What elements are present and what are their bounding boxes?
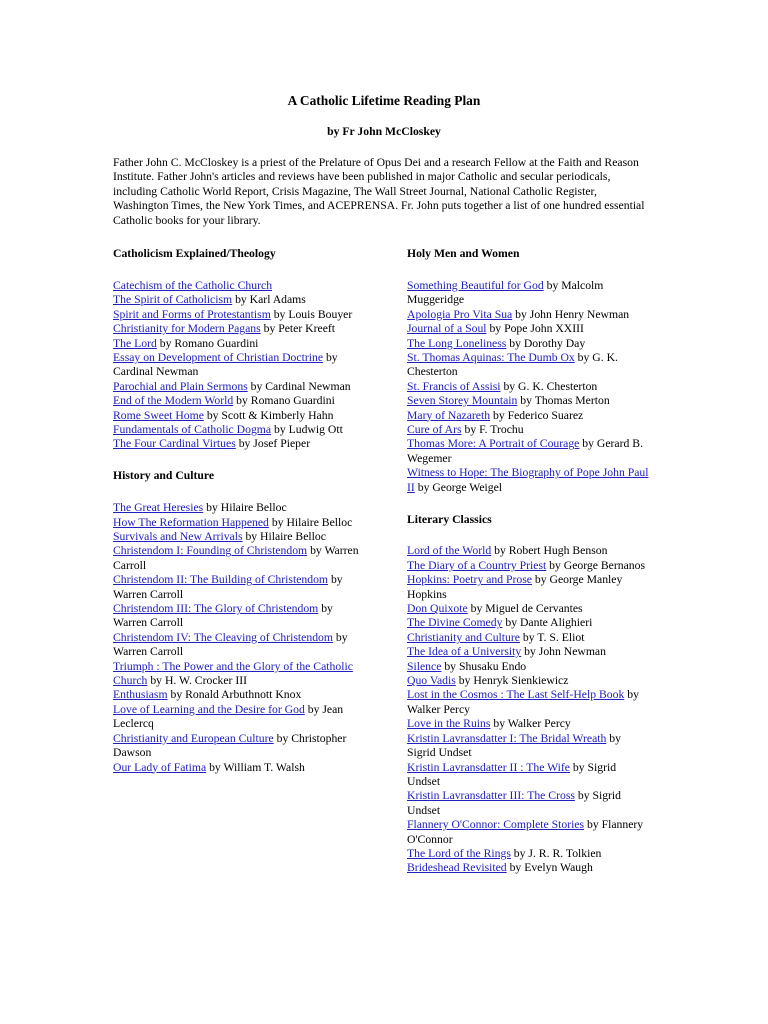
book-title-link[interactable]: Lost in the Cosmos : The Last Self-Help Book <box>407 688 625 702</box>
book-entry <box>113 380 365 394</box>
book-author: by Walker Percy <box>490 717 571 731</box>
book-title-link[interactable]: The Four Cardinal Virtues <box>113 437 236 451</box>
section-heading: Literary Classics <box>407 512 492 526</box>
book-title-link[interactable]: Love of Learning and the Desire for God <box>113 702 305 716</box>
right-column <box>407 247 652 893</box>
page-title: A Catholic Lifetime Reading Plan <box>287 93 481 108</box>
book-entry <box>407 847 652 861</box>
section-heading: Holy Men and Women <box>407 247 520 260</box>
book-author: by Ludwig Ott <box>271 422 343 436</box>
book-title-link[interactable]: Christianity and European Culture <box>113 731 274 745</box>
book-author: by Christopher Dawson <box>113 731 347 760</box>
book-title-link[interactable]: Mary of Nazareth <box>407 408 491 422</box>
book-entry <box>113 573 365 602</box>
book-author: by Shusaku Endo <box>441 659 527 673</box>
book-entry <box>113 761 365 775</box>
book-author: by Gerard B. Wegemer <box>407 437 643 465</box>
book-author: by Walker Percy <box>407 688 639 716</box>
book-title-link[interactable]: Brideshead Revisited <box>407 861 507 875</box>
book-title-link[interactable]: Survivals and New Arrivals <box>113 530 243 543</box>
reading-section <box>113 247 365 452</box>
intro-paragraph: Father John C. McCloskey is a priest of the Prelature of Opus Dei and a research Fellow at the Faith and Reason Institute. Father John's articles and reviews have been published in major Catholic and secular periodicals, including Catholic World Report, Crisis Magazine, The Wall Street Journal, National Catholic Register, Washington Times, the New York Times, and ACEPRENSA. Fr. John puts together a list of one hundred essential Catholic books for your library. <box>113 156 645 227</box>
book-title-link[interactable]: Enthusiasm <box>113 688 168 702</box>
book-title-link[interactable]: The Great Heresies <box>113 501 204 515</box>
book-title-link[interactable]: Christendom III: The Glory of Christendom <box>113 602 319 616</box>
book-author: by Hilaire Belloc <box>242 530 326 543</box>
book-title-link[interactable]: Rome Sweet Home <box>113 408 204 422</box>
book-entry <box>407 602 652 616</box>
book-entry <box>407 861 652 875</box>
book-title-link[interactable]: Christendom II: The Building of Christendom <box>113 573 329 587</box>
book-title-link[interactable]: St. Thomas Aquinas: The Dumb Ox <box>407 350 575 364</box>
book-author: by Josef Pieper <box>235 437 311 451</box>
book-entry <box>407 279 652 308</box>
book-entry <box>407 645 652 659</box>
book-author: by Flannery O'Connor <box>407 818 644 846</box>
book-author: by Hilaire Belloc <box>203 501 287 515</box>
book-title-link[interactable]: Lord of the World <box>407 544 492 558</box>
book-author: by Warren Carroll <box>113 544 359 572</box>
book-entry <box>407 631 652 645</box>
book-author: by Dante Alighieri <box>502 616 593 630</box>
book-entry <box>113 530 365 544</box>
book-entry <box>407 789 652 818</box>
book-entry <box>407 573 652 602</box>
book-title-link[interactable]: Christendom IV: The Cleaving of Christendom <box>113 630 333 644</box>
book-entry <box>407 544 652 558</box>
book-author: by Evelyn Waugh <box>506 861 593 875</box>
section-heading: Catholicism Explained/Theology <box>113 247 276 260</box>
book-author: by George Manley Hopkins <box>407 573 623 601</box>
book-title-link[interactable]: Christendom I: Founding of Christendom <box>113 544 308 558</box>
book-entry <box>113 703 365 732</box>
book-entry <box>407 559 652 573</box>
book-entry <box>407 423 652 437</box>
book-entry <box>113 516 365 530</box>
book-title-link[interactable]: Journal of a Soul <box>407 322 487 336</box>
byline: by Fr John McCloskey <box>327 125 441 138</box>
book-title-link[interactable]: Our Lady of Fatima <box>113 760 207 774</box>
book-author: by William T. Walsh <box>206 760 305 774</box>
book-title-link[interactable]: The Idea of a University <box>407 645 522 659</box>
book-entry <box>407 818 652 847</box>
book-title-link[interactable]: Flannery O'Connor: Complete Stories <box>407 818 585 832</box>
book-author: by F. Trochu <box>461 422 524 436</box>
book-entry <box>407 394 652 408</box>
book-author: by John Newman <box>521 645 606 659</box>
book-author: by Warren Carroll <box>113 573 343 601</box>
book-author: by Ronald Arbuthnott Knox <box>167 688 302 702</box>
book-title-link[interactable]: The Long Loneliness <box>407 336 507 350</box>
book-entry <box>407 337 652 351</box>
book-entry <box>113 293 365 307</box>
book-author: by Sigrid Undset <box>407 731 621 760</box>
book-title-link[interactable]: Witness to Hope: The Biography of Pope John Paul II <box>407 466 649 494</box>
book-entry <box>113 394 365 408</box>
book-title-link[interactable]: Catechism of the Catholic Church <box>113 278 273 292</box>
book-entry <box>113 544 365 573</box>
reading-section <box>113 469 365 775</box>
book-title-link[interactable]: Kristin Lavransdatter I: The Bridal Wreath <box>407 731 607 745</box>
book-title-link[interactable]: Love in the Ruins <box>407 717 491 731</box>
book-entry <box>113 660 365 689</box>
book-entry <box>407 351 652 380</box>
left-column <box>113 247 365 792</box>
book-entry <box>113 322 365 336</box>
book-title-link[interactable]: Thomas More: A Portrait of Courage <box>407 437 580 451</box>
book-entry <box>407 674 652 688</box>
book-title-link[interactable]: The Spirit of Catholicism <box>113 293 233 307</box>
book-author: by G. K. Chesterton <box>500 379 598 393</box>
book-title-link[interactable]: Seven Storey Mountain <box>407 394 518 408</box>
book-title-link[interactable]: Spirit and Forms of Protestantism <box>113 307 271 321</box>
book-author: by George Weigel <box>414 480 503 494</box>
book-entry <box>113 437 365 451</box>
reading-section <box>407 513 652 876</box>
book-author: by G. K. Chesterton <box>407 350 618 379</box>
book-entry <box>113 602 365 631</box>
book-author: by Malcolm Muggeridge <box>407 278 604 307</box>
book-author: by Robert Hugh Benson <box>491 544 608 558</box>
section-heading: History and Culture <box>113 469 215 483</box>
book-author: by Dorothy Day <box>506 336 586 350</box>
book-entry <box>113 337 365 351</box>
book-entry <box>113 501 365 515</box>
book-entry <box>407 761 652 790</box>
book-entry <box>407 466 652 495</box>
book-title-link[interactable]: Something Beautiful for God <box>407 278 544 292</box>
book-author: by Miguel de Cervantes <box>467 602 583 616</box>
book-author: by Henryk Sienkiewicz <box>455 674 569 688</box>
book-author: by John Henry Newman <box>512 307 630 321</box>
book-entry <box>113 409 365 423</box>
book-title-link[interactable]: Essay on Development of Christian Doctrine <box>113 350 324 364</box>
book-author: by Hilaire Belloc <box>268 515 353 529</box>
book-title-link[interactable]: St. Francis of Assisi <box>407 379 501 393</box>
book-title-link[interactable]: Apologia Pro Vita Sua <box>407 307 513 321</box>
book-title-link[interactable]: The Divine Comedy <box>407 616 503 630</box>
book-author: by Federico Suarez <box>490 408 584 422</box>
book-author: by H. W. Crocker III <box>147 674 248 688</box>
book-title-link[interactable]: Parochial and Plain Sermons <box>113 379 248 393</box>
book-author: by Louis Bouyer <box>270 307 353 321</box>
book-title-link[interactable]: How The Reformation Happened <box>113 515 269 529</box>
book-author: by Cardinal Newman <box>247 379 351 393</box>
book-author: by Cardinal Newman <box>113 350 338 379</box>
book-author: by Warren Carroll <box>113 602 333 630</box>
book-entry <box>407 322 652 336</box>
book-entry <box>407 688 652 717</box>
book-entry <box>113 631 365 660</box>
book-entry <box>407 380 652 394</box>
book-author: by Sigrid Undset <box>407 760 617 788</box>
book-author: by Thomas Merton <box>517 394 610 408</box>
book-author: by Romano Guardini <box>233 394 335 408</box>
book-entry <box>407 437 652 466</box>
book-author: by Warren Carroll <box>113 630 348 659</box>
book-title-link[interactable]: The Lord of the Rings <box>407 846 511 860</box>
book-entry <box>407 660 652 674</box>
book-title-link[interactable]: Fundamentals of Catholic Dogma <box>113 422 272 436</box>
book-author: by Scott & Kimberly Hahn <box>203 408 334 422</box>
book-entry <box>407 616 652 630</box>
book-title-link[interactable]: Cure of Ars <box>407 422 462 436</box>
book-author: by J. R. R. Tolkien <box>510 846 602 860</box>
book-entry <box>407 409 652 423</box>
book-author: by Karl Adams <box>232 293 306 307</box>
book-title-link[interactable]: Triumph : The Power and the Glory of the Catholic Church <box>113 659 353 688</box>
book-entry <box>113 308 365 322</box>
book-author: by Jean Leclercq <box>113 702 344 731</box>
book-entry <box>113 279 365 293</box>
book-title-link[interactable]: Hopkins: Poetry and Prose <box>407 573 532 587</box>
book-entry <box>113 732 365 761</box>
book-author: by Sigrid Undset <box>407 789 622 817</box>
book-entry <box>113 423 365 437</box>
book-entry <box>113 688 365 702</box>
book-entry <box>113 351 365 380</box>
reading-section <box>407 247 652 495</box>
book-title-link[interactable]: Christianity and Culture <box>407 630 520 644</box>
book-title-link[interactable]: Don Quixote <box>407 602 468 616</box>
book-author: by George Bernanos <box>546 558 646 572</box>
book-author: by T. S. Eliot <box>519 630 585 644</box>
book-author: by Peter Kreeft <box>260 322 336 336</box>
book-title-link[interactable]: Quo Vadis <box>407 674 456 688</box>
book-title-link[interactable]: End of the Modern World <box>113 394 234 408</box>
book-entry <box>407 717 652 731</box>
book-entry <box>407 732 652 761</box>
book-entry <box>407 308 652 322</box>
book-title-link[interactable]: Kristin Lavransdatter III: The Cross <box>407 789 575 803</box>
book-author: by Romano Guardini <box>156 336 259 350</box>
book-author: by Pope John XXIII <box>486 322 584 336</box>
book-title-link[interactable]: Silence <box>407 659 442 673</box>
book-title-link[interactable]: Kristin Lavransdatter II : The Wife <box>407 760 570 774</box>
book-title-link[interactable]: The Diary of a Country Priest <box>407 558 547 572</box>
book-title-link[interactable]: Christianity for Modern Pagans <box>113 322 261 336</box>
book-title-link[interactable]: The Lord <box>113 336 157 350</box>
